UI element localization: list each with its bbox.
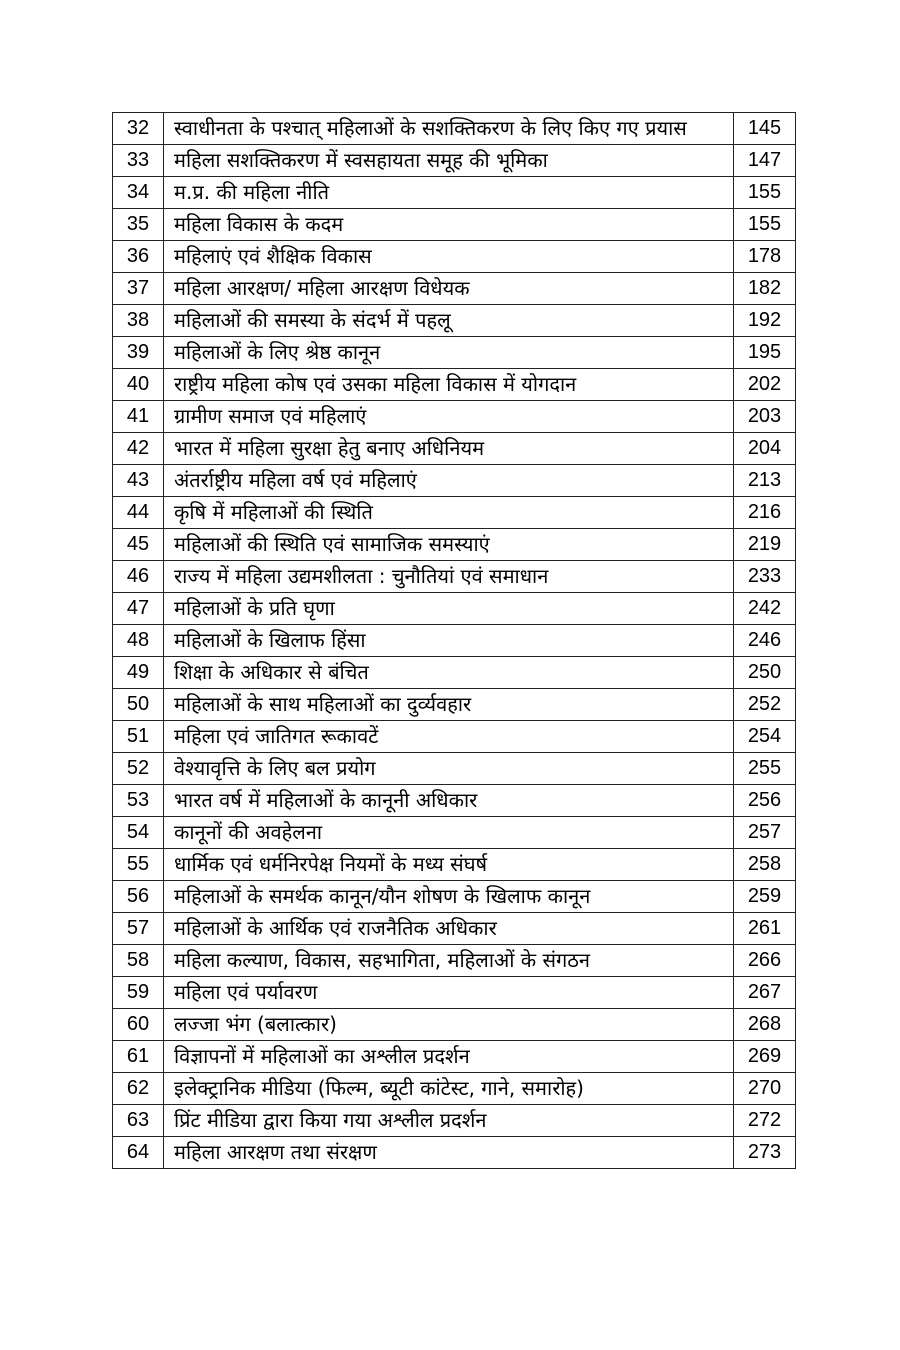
chapter-number: 54 [113, 817, 164, 849]
table-row [113, 689, 796, 721]
chapter-number: 43 [113, 465, 164, 497]
chapter-title: भारत में महिला सुरक्षा हेतु बनाए अधिनियम [164, 433, 734, 465]
table-row [113, 113, 796, 145]
table-row [113, 1009, 796, 1041]
chapter-number: 64 [113, 1137, 164, 1169]
chapter-title: महिलाओं के लिए श्रेष्ठ कानून [164, 337, 734, 369]
table-row [113, 881, 796, 913]
chapter-number: 40 [113, 369, 164, 401]
chapter-number: 61 [113, 1041, 164, 1073]
page-number: 270 [734, 1073, 796, 1105]
page-number: 258 [734, 849, 796, 881]
table-row [113, 849, 796, 881]
chapter-number: 32 [113, 113, 164, 145]
page-number: 259 [734, 881, 796, 913]
table-row [113, 145, 796, 177]
contents-table [112, 112, 796, 1169]
table-row [113, 1073, 796, 1105]
table-row [113, 497, 796, 529]
table-row [113, 1105, 796, 1137]
chapter-title: राष्ट्रीय महिला कोष एवं उसका महिला विकास में योगदान [164, 369, 734, 401]
page-number: 219 [734, 529, 796, 561]
chapter-number: 47 [113, 593, 164, 625]
chapter-title: प्रिंट मीडिया द्वारा किया गया अश्लील प्रदर्शन [164, 1105, 734, 1137]
chapter-title: वेश्यावृत्ति के लिए बल प्रयोग [164, 753, 734, 785]
chapter-title: महिला आरक्षण/ महिला आरक्षण विधेयक [164, 273, 734, 305]
chapter-number: 62 [113, 1073, 164, 1105]
table-row [113, 209, 796, 241]
table-row [113, 817, 796, 849]
page-number: 268 [734, 1009, 796, 1041]
chapter-title: कृषि में महिलाओं की स्थिति [164, 497, 734, 529]
chapter-title: महिला एवं जातिगत रूकावटें [164, 721, 734, 753]
chapter-title: महिलाओं के आर्थिक एवं राजनैतिक अधिकार [164, 913, 734, 945]
page-number: 246 [734, 625, 796, 657]
chapter-number: 36 [113, 241, 164, 273]
page-number: 272 [734, 1105, 796, 1137]
page-number: 178 [734, 241, 796, 273]
chapter-title: लज्जा भंग (बलात्कार) [164, 1009, 734, 1041]
page-number: 195 [734, 337, 796, 369]
chapter-title: महिला विकास के कदम [164, 209, 734, 241]
chapter-number: 55 [113, 849, 164, 881]
chapter-number: 52 [113, 753, 164, 785]
table-row [113, 721, 796, 753]
table-row [113, 433, 796, 465]
page-number: 254 [734, 721, 796, 753]
chapter-title: म.प्र. की महिला नीति [164, 177, 734, 209]
chapter-number: 38 [113, 305, 164, 337]
chapter-number: 59 [113, 977, 164, 1009]
table-row [113, 945, 796, 977]
chapter-title: महिला कल्याण, विकास, सहभागिता, महिलाओं के संगठन [164, 945, 734, 977]
page-number: 242 [734, 593, 796, 625]
chapter-title: राज्य में महिला उद्यमशीलता : चुनौतियां एवं समाधान [164, 561, 734, 593]
page-number: 216 [734, 497, 796, 529]
chapter-number: 45 [113, 529, 164, 561]
chapter-number: 51 [113, 721, 164, 753]
page-number: 257 [734, 817, 796, 849]
table-row [113, 561, 796, 593]
chapter-title: स्वाधीनता के पश्चात् महिलाओं के सशक्तिकरण के लिए किए गए प्रयास [164, 113, 734, 145]
page-number: 256 [734, 785, 796, 817]
table-row [113, 273, 796, 305]
chapter-title: अंतर्राष्ट्रीय महिला वर्ष एवं महिलाएं [164, 465, 734, 497]
chapter-number: 34 [113, 177, 164, 209]
table-row [113, 177, 796, 209]
page-number: 255 [734, 753, 796, 785]
chapter-number: 35 [113, 209, 164, 241]
chapter-number: 57 [113, 913, 164, 945]
table-row [113, 657, 796, 689]
chapter-title: महिलाओं की समस्या के संदर्भ में पहलू [164, 305, 734, 337]
chapter-number: 49 [113, 657, 164, 689]
chapter-title: महिलाओं के खिलाफ हिंसा [164, 625, 734, 657]
chapter-number: 48 [113, 625, 164, 657]
chapter-title: शिक्षा के अधिकार से बंचित [164, 657, 734, 689]
table-row [113, 337, 796, 369]
chapter-title: महिलाओं की स्थिति एवं सामाजिक समस्याएं [164, 529, 734, 561]
chapter-title: कानूनों की अवहेलना [164, 817, 734, 849]
page-number: 261 [734, 913, 796, 945]
table-row [113, 1041, 796, 1073]
page-number: 252 [734, 689, 796, 721]
chapter-title: महिलाएं एवं शैक्षिक विकास [164, 241, 734, 273]
chapter-title: महिला आरक्षण तथा संरक्षण [164, 1137, 734, 1169]
chapter-title: भारत वर्ष में महिलाओं के कानूनी अधिकार [164, 785, 734, 817]
chapter-number: 58 [113, 945, 164, 977]
page-number: 155 [734, 177, 796, 209]
chapter-number: 37 [113, 273, 164, 305]
chapter-number: 39 [113, 337, 164, 369]
page-number: 204 [734, 433, 796, 465]
page-number: 250 [734, 657, 796, 689]
page-number: 266 [734, 945, 796, 977]
table-row [113, 625, 796, 657]
table-row [113, 369, 796, 401]
page-number: 192 [734, 305, 796, 337]
chapter-number: 63 [113, 1105, 164, 1137]
page-number: 147 [734, 145, 796, 177]
chapter-title: महिलाओं के साथ महिलाओं का दुर्व्यवहार [164, 689, 734, 721]
chapter-title: महिला एवं पर्यावरण [164, 977, 734, 1009]
chapter-number: 50 [113, 689, 164, 721]
table-row [113, 401, 796, 433]
chapter-title: इलेक्ट्रानिक मीडिया (फिल्म, ब्यूटी कांटेस्ट, गाने, समारोह) [164, 1073, 734, 1105]
page-number: 155 [734, 209, 796, 241]
chapter-number: 46 [113, 561, 164, 593]
table-row [113, 785, 796, 817]
chapter-number: 41 [113, 401, 164, 433]
page-number: 269 [734, 1041, 796, 1073]
table-row [113, 305, 796, 337]
table-row [113, 529, 796, 561]
table-row [113, 241, 796, 273]
chapter-number: 42 [113, 433, 164, 465]
table-row [113, 1137, 796, 1169]
chapter-number: 53 [113, 785, 164, 817]
table-row [113, 465, 796, 497]
chapter-number: 33 [113, 145, 164, 177]
chapter-title: विज्ञापनों में महिलाओं का अश्लील प्रदर्शन [164, 1041, 734, 1073]
page-number: 273 [734, 1137, 796, 1169]
chapter-title: महिला सशक्तिकरण में स्वसहायता समूह की भूमिका [164, 145, 734, 177]
contents-table-body [113, 113, 796, 1169]
page-number: 145 [734, 113, 796, 145]
page-number: 203 [734, 401, 796, 433]
chapter-title: ग्रामीण समाज एवं महिलाएं [164, 401, 734, 433]
page-number: 182 [734, 273, 796, 305]
chapter-number: 44 [113, 497, 164, 529]
table-row [113, 977, 796, 1009]
page-number: 267 [734, 977, 796, 1009]
chapter-title: महिलाओं के समर्थक कानून/यौन शोषण के खिलाफ कानून [164, 881, 734, 913]
page-number: 202 [734, 369, 796, 401]
page-number: 233 [734, 561, 796, 593]
table-row [113, 753, 796, 785]
page-number: 213 [734, 465, 796, 497]
chapter-title: धार्मिक एवं धर्मनिरपेक्ष नियमों के मध्य संघर्ष [164, 849, 734, 881]
chapter-title: महिलाओं के प्रति घृणा [164, 593, 734, 625]
table-row [113, 913, 796, 945]
chapter-number: 56 [113, 881, 164, 913]
chapter-number: 60 [113, 1009, 164, 1041]
table-row [113, 593, 796, 625]
